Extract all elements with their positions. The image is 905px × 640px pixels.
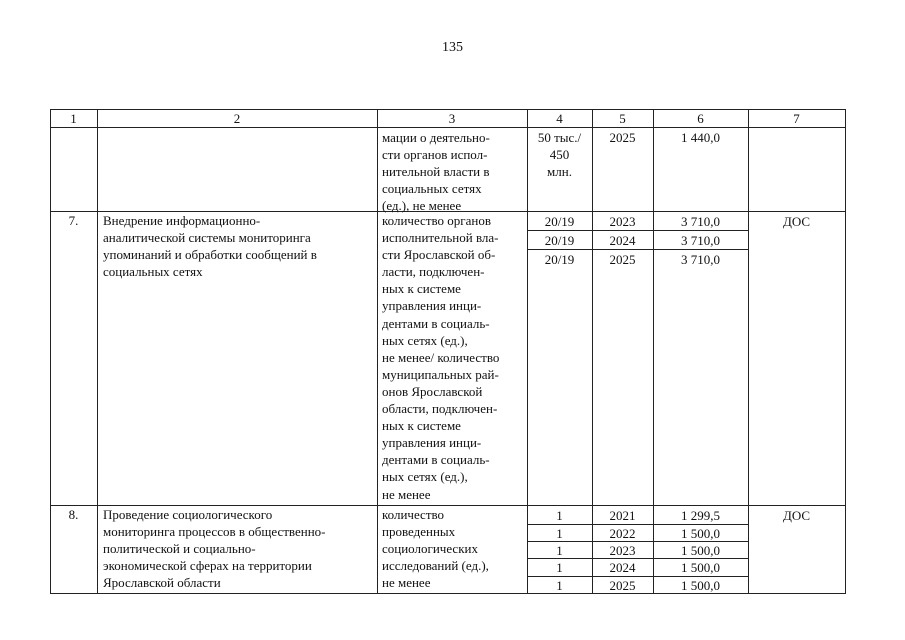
col-border (845, 109, 846, 594)
year-cell: 2025 (609, 130, 636, 145)
text-line: экономической сферах на территории (103, 558, 312, 574)
text-line: нительной власти в (382, 164, 490, 180)
header-col-1: 1 (70, 111, 77, 126)
indicator-cell (382, 506, 489, 591)
col-border (97, 109, 98, 594)
text-line: социальных сетях (382, 181, 482, 197)
text-line: 50 тыс./ (537, 130, 582, 145)
year-cell: 2024 (609, 233, 636, 248)
text-line: млн. (547, 164, 572, 180)
subrow-divider (527, 249, 748, 250)
header-col-2: 2 (233, 111, 241, 126)
value-cell: 1 (556, 578, 563, 593)
text-line: муниципальных рай- (382, 366, 499, 382)
amount-cell: 1 500,0 (681, 578, 720, 593)
text-line: социальных сетях (103, 264, 203, 280)
text-line: аналитической системы мониторинга (103, 230, 311, 246)
header-col-6: 6 (697, 111, 704, 126)
text-line: дентами в социаль- (382, 452, 490, 468)
col-border (377, 109, 378, 594)
text-line: Внедрение информационно- (103, 213, 261, 228)
text-line: социологических (382, 541, 478, 557)
text-line: Ярославской области (103, 575, 221, 591)
text-line: не менее (382, 575, 431, 591)
text-line: политической и социально- (103, 541, 256, 557)
text-line: количество органов (382, 213, 492, 228)
text-line: исследований (ед.), (382, 558, 489, 574)
value-cell (527, 129, 592, 180)
subrow-divider (527, 230, 748, 231)
year-cell: 2025 (609, 252, 636, 267)
amount-cell: 1 500,0 (681, 526, 720, 541)
indicator-cell (382, 212, 499, 503)
value-cell: 1 (556, 560, 563, 575)
text-line: дентами в социаль- (382, 315, 490, 331)
text-line: онов Ярославской (382, 383, 483, 399)
text-line: ных сетях (ед.), (382, 469, 468, 485)
header-col-7: 7 (793, 111, 800, 126)
value-cell: 20/19 (544, 233, 575, 248)
page-number: 135 (442, 40, 463, 55)
year-cell: 2022 (609, 526, 636, 541)
text-line: сти органов испол- (382, 147, 488, 163)
year-cell: 2025 (609, 578, 636, 593)
text-line: (ед.), не менее (382, 198, 462, 214)
value-cell: 20/19 (544, 214, 575, 229)
activity-name-cell (103, 212, 317, 280)
text-line: мониторинга процессов в общественно- (103, 524, 326, 540)
text-line: проведенных (382, 524, 456, 540)
indicator-cell (382, 129, 490, 214)
amount-cell: 3 710,0 (681, 233, 720, 248)
year-cell: 2021 (609, 508, 636, 523)
activity-name-cell (103, 506, 326, 591)
text-line: области, подключен- (382, 401, 498, 417)
amount-cell: 3 710,0 (681, 252, 720, 267)
text-line: упоминаний и обработки сообщений в (103, 247, 317, 263)
year-cell: 2023 (609, 543, 636, 558)
header-col-4: 4 (556, 111, 563, 126)
header-col-5: 5 (619, 111, 626, 126)
text-line: мации о деятельно- (382, 130, 490, 145)
text-line: Проведение социологического (103, 507, 273, 522)
text-line: не менее (382, 486, 431, 502)
text-line: управления инци- (382, 298, 482, 314)
value-cell: 1 (556, 543, 563, 558)
value-cell: 20/19 (544, 252, 575, 267)
executor-cell: ДОС (782, 214, 811, 229)
executor-cell: ДОС (782, 508, 811, 523)
text-line: 450 (549, 147, 570, 163)
header-bottom-border (50, 127, 846, 128)
text-line: управления инци- (382, 435, 482, 451)
amount-cell: 1 299,5 (681, 508, 720, 523)
row-number: 8. (68, 507, 79, 522)
text-line: ных к системе (382, 281, 461, 297)
year-cell: 2023 (609, 214, 636, 229)
amount-cell: 1 500,0 (681, 560, 720, 575)
header-col-3: 3 (448, 111, 456, 126)
text-line: ласти, подключен- (382, 264, 485, 280)
amount-cell: 3 710,0 (681, 214, 720, 229)
amount-cell: 1 440,0 (681, 130, 720, 145)
year-cell: 2024 (609, 560, 636, 575)
text-line: количество (382, 507, 445, 522)
value-cell: 1 (556, 526, 563, 541)
text-line: ных к системе (382, 418, 461, 434)
value-cell: 1 (556, 508, 563, 523)
text-line: ных сетях (ед.), (382, 332, 468, 348)
text-line: исполнительной вла- (382, 230, 499, 246)
text-line: не менее/ количество (382, 349, 500, 365)
amount-cell: 1 500,0 (681, 543, 720, 558)
text-line: сти Ярославской об- (382, 247, 496, 263)
row-number: 7. (68, 213, 79, 228)
